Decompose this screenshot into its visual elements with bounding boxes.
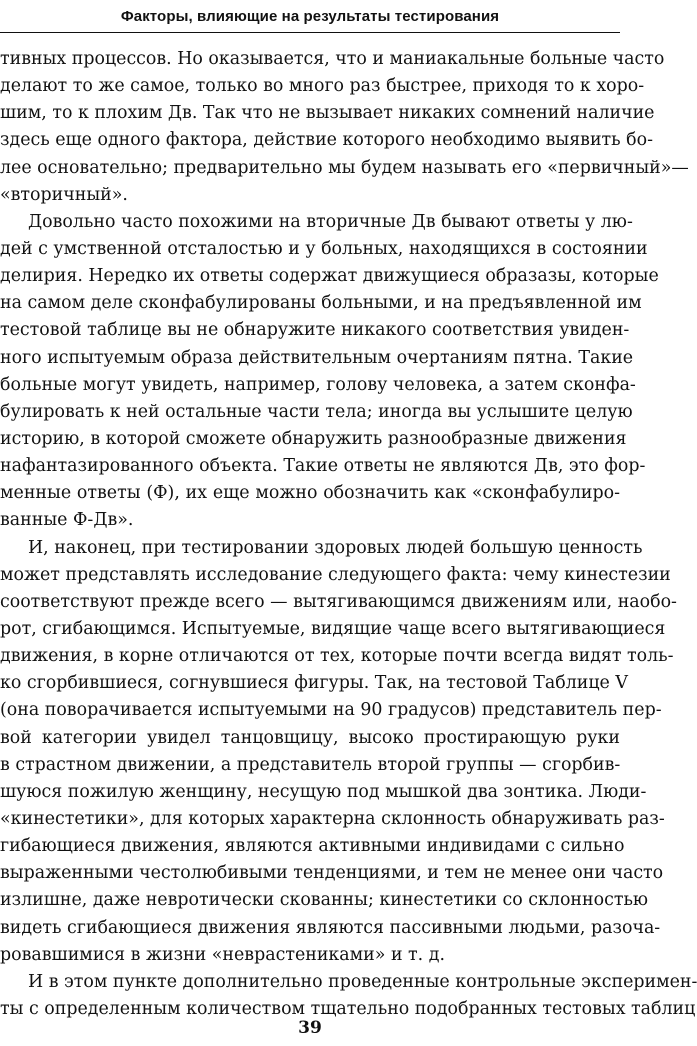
text-line: рот, сгибающимся. Испытуемые, видящие чаще всего вытягивающиеся: [0, 618, 666, 639]
text-line: излишне, даже невротически скованны; кинестетики со склонностью: [0, 890, 649, 911]
text-line: гибающиеся движения, являются активными индивидами с сильно: [0, 836, 625, 857]
text-line: видеть сгибающиеся движения являются пассивными людьми, разоча-: [0, 917, 661, 938]
text-line: может представлять исследование следующего факта: чему кинестезии: [0, 564, 671, 585]
text-line: больные могут увидеть, например, голову человека, а затем сконфа-: [0, 374, 636, 395]
text-line: движения, в корне отличаются от тех, которые почти всегда видят толь-: [0, 646, 674, 667]
text-line: в страстном движении, а представитель второй группы — сгорбив-: [0, 754, 621, 775]
text-line: дей с умственной отсталостью и у больных, находящихся в состоянии: [0, 238, 648, 259]
text-line: «вторичный».: [0, 184, 128, 205]
text-line: лее основательно; предварительно мы будем называть его «первичный»—: [0, 157, 689, 178]
body-text: [0, 46, 697, 1023]
text-line: выраженными честолюбивыми тенденциями, и тем не менее они часто: [0, 863, 664, 884]
text-line: делают то же самое, только во много раз быстрее, приходя то к хоро-: [0, 76, 645, 97]
page-number: 39: [298, 1018, 322, 1038]
text-line: на самом деле сконфабулированы больными, и на предъявленной им: [0, 293, 642, 314]
text-line: ко сгорбившиеся, согнувшиеся фигуры. Так, на тестовой Таблице V: [0, 673, 628, 694]
header-rule: [0, 32, 620, 33]
text-line: вой категории увидел танцовщицу, высоко простирающую руки: [0, 727, 620, 748]
text-line: тивных процессов. Но оказывается, что и маниакальные больные часто: [0, 49, 665, 69]
text-line: ровавшимися в жизни «неврастениками» и т. д.: [0, 944, 445, 965]
paragraph-first-line: И, наконец, при тестировании здоровых людей большую ценность: [28, 537, 643, 558]
text-line: булировать к ней остальные части тела; иногда вы услышите целую: [0, 401, 633, 422]
text-line: делирия. Нередко их ответы содержат движущиеся образазы, которые: [0, 266, 659, 287]
running-head: Факторы, влияющие на результаты тестирования: [120, 8, 500, 25]
text-line: тестовой таблице вы не обнаружите никакого соответствия увиден-: [0, 320, 630, 341]
text-line: «кинестетики», для которых характерна склонность обнаруживать раз-: [0, 808, 665, 829]
text-line: шуюся пожилую женщину, несущую под мышкой два зонтика. Люди-: [0, 781, 647, 802]
text-line: ного испытуемым образа действительным очертаниям пятна. Такие: [0, 347, 634, 368]
text-line: ты с определенным количеством тщательно подобранных тестовых таблиц: [0, 998, 696, 1019]
paragraph-first-line: И в этом пункте дополнительно проведенные контрольные эксперимен-: [28, 971, 697, 992]
text-line: ванные Ф-Дв».: [0, 510, 134, 531]
paragraph-first-line: Довольно часто похожими на вторичные Дв бывают ответы у лю-: [28, 211, 633, 232]
text-line: соответствуют прежде всего — вытягивающимся движениям или, наобо-: [0, 591, 677, 612]
text-line: историю, в которой сможете обнаружить разнообразные движения: [0, 428, 627, 449]
text-line: (она поворачивается испытуемыми на 90 градусов) представитель пер-: [0, 700, 662, 721]
text-line: здесь еще одного фактора, действие которого необходимо выявить бо-: [0, 130, 653, 151]
text-line: нафантазированного объекта. Такие ответы не являются Дв, это фор-: [0, 456, 646, 477]
text-line: шим, то к плохим Дв. Так что не вызывает никаких сомнений наличие: [0, 103, 655, 124]
text-line: менные ответы (Ф), их еще можно обозначить как «сконфабулиро-: [0, 483, 620, 504]
